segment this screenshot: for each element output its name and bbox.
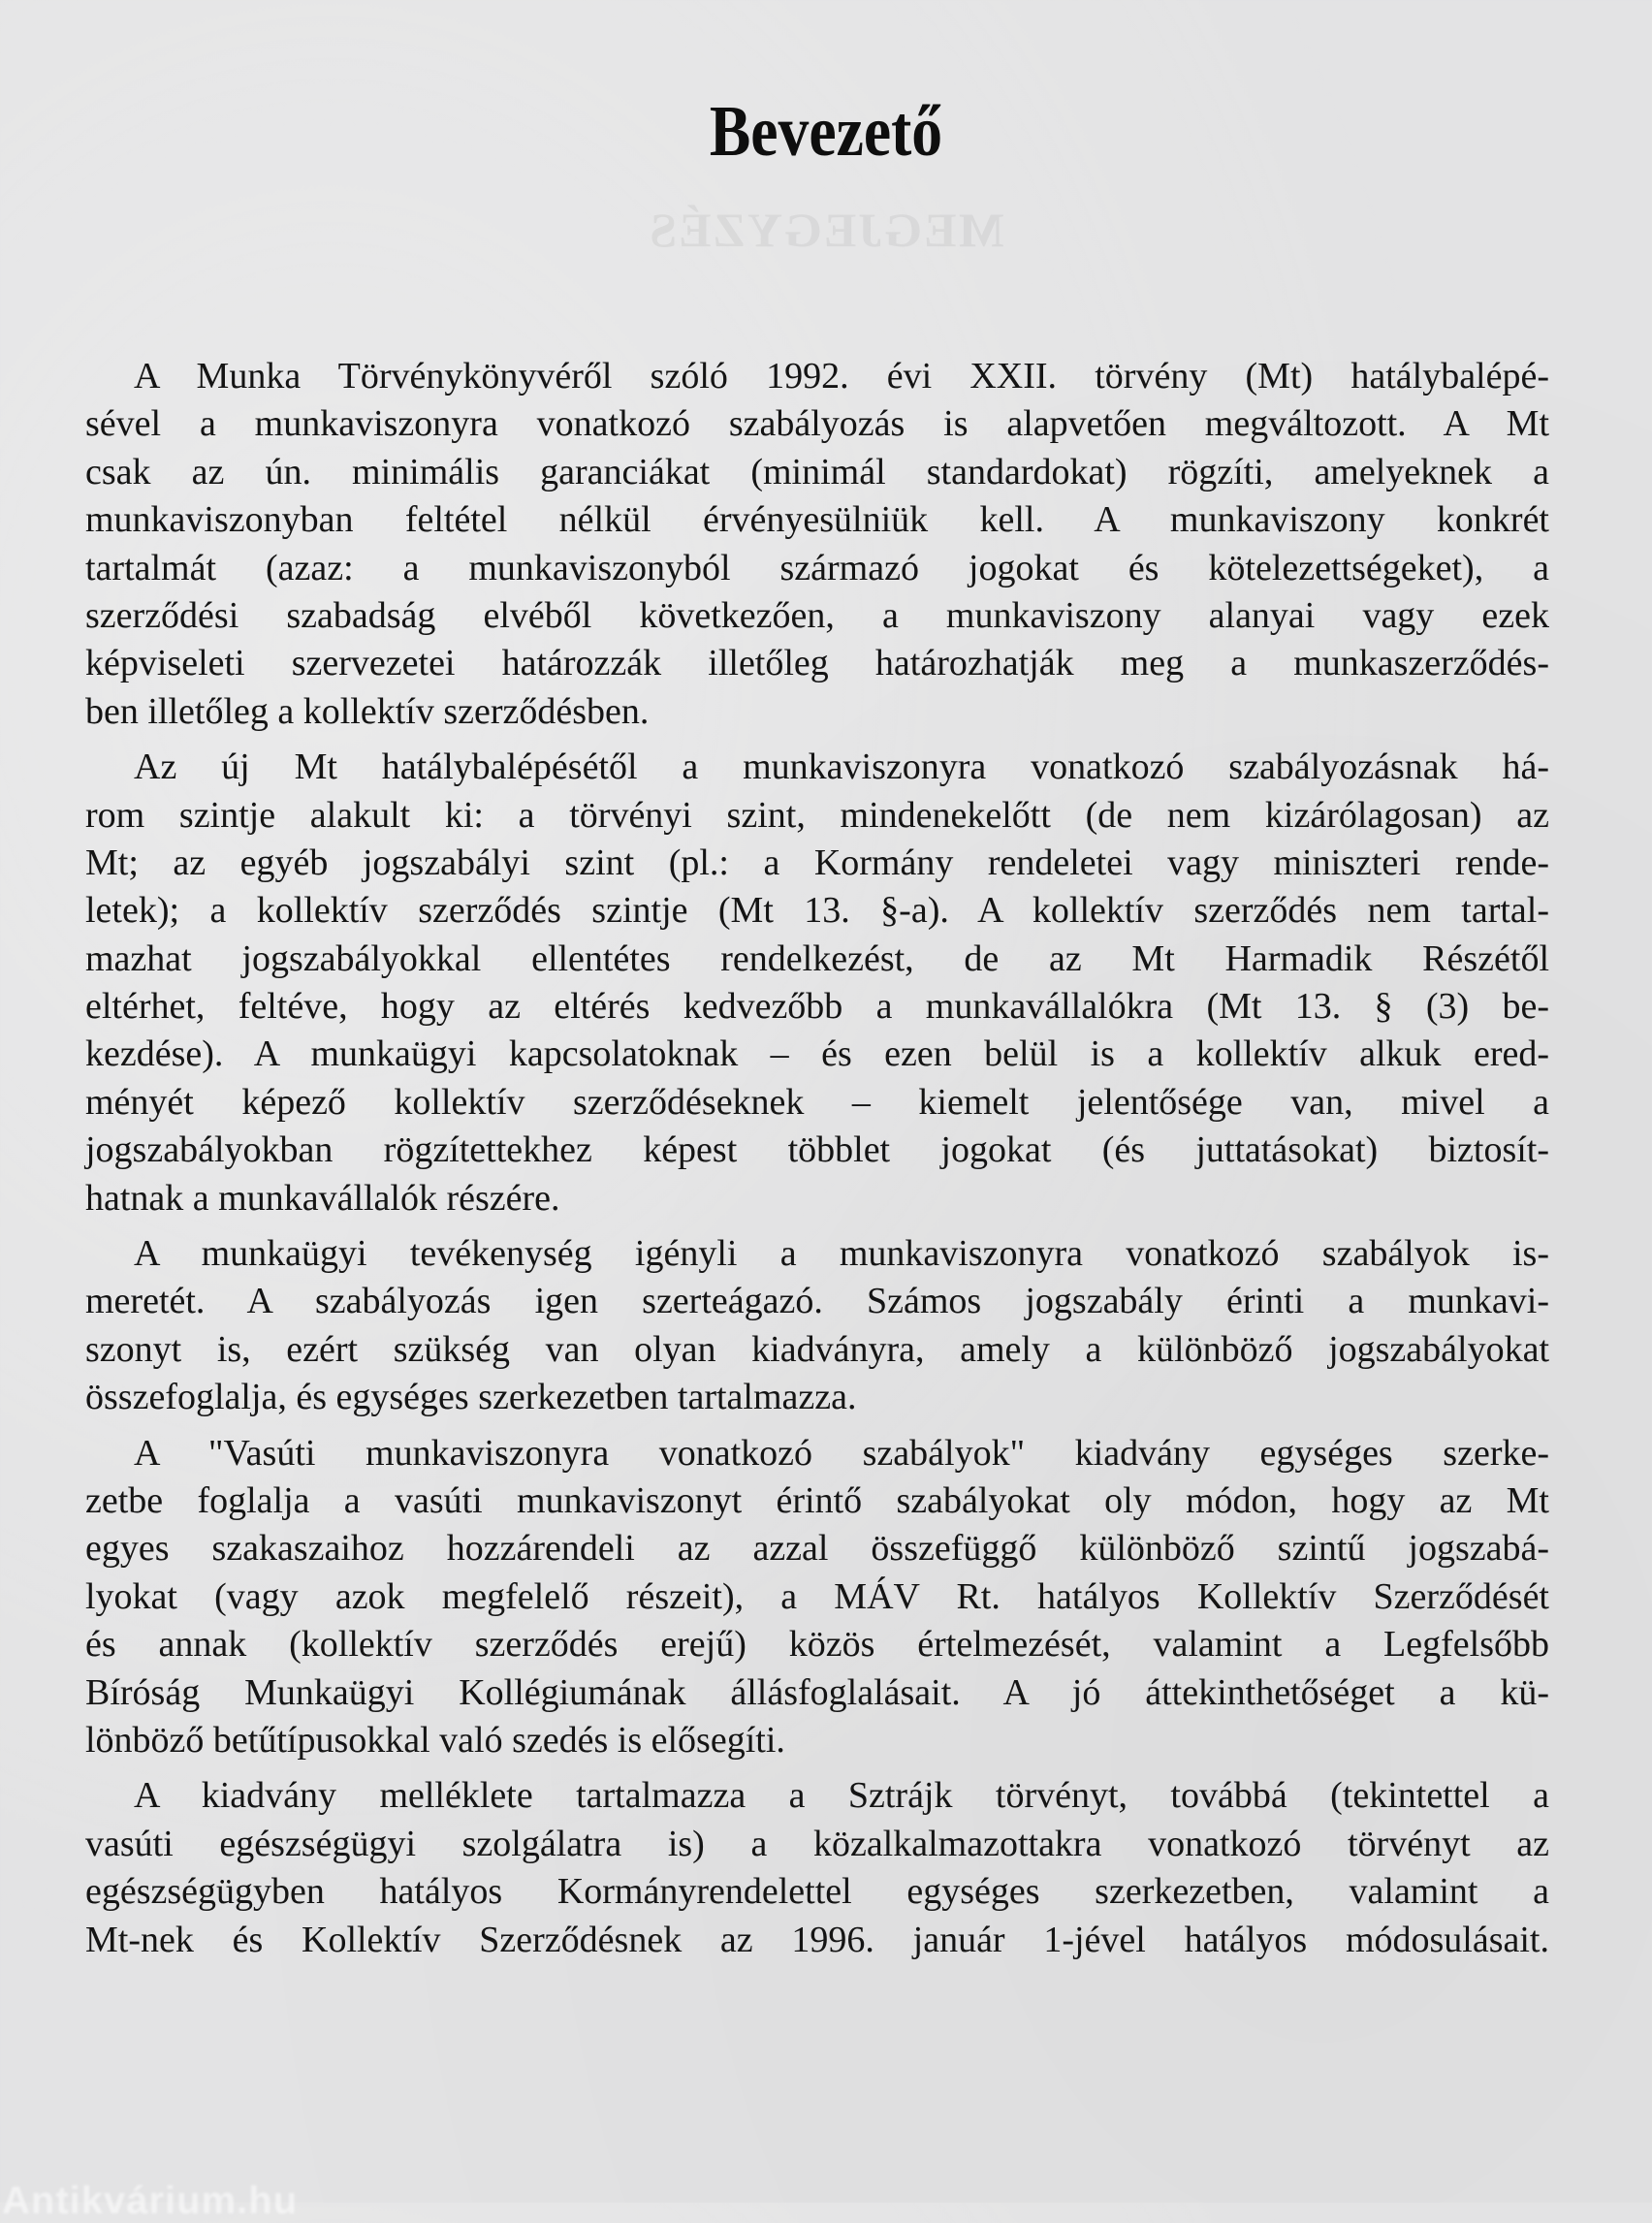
watermark: Antikvárium.hu bbox=[2, 2179, 299, 2222]
page-title: Bevezető bbox=[709, 91, 943, 172]
text-line: tartalmát (azaz: a munkaviszonyból származó jogokat és kötelezettségeket), a bbox=[85, 547, 1549, 588]
text-line: Mt-nek és Kollektív Szerződésnek az 1996. január 1-jével hatályos módosulásait. bbox=[85, 1919, 1549, 1960]
text-line: szerződési szabadság elvéből következően, a munkaviszony alanyai vagy ezek bbox=[85, 594, 1549, 636]
text-line: munkaviszonyban feltétel nélkül érvényesülniük kell. A munkaviszony konkrét bbox=[85, 499, 1549, 541]
text-line: meretét. A szabályozás igen szerteágazó. Számos jogszabály érinti a munkavi- bbox=[85, 1281, 1549, 1322]
text-line: Mt; az egyéb jogszabályi szint (pl.: a Kormány rendeletei vagy miniszteri rende- bbox=[85, 842, 1549, 883]
text-line: hatnak a munkavállalók részére. bbox=[85, 1177, 560, 1219]
paragraph-1 bbox=[85, 353, 1549, 736]
text-line: A Munka Törvénykönyvéről szóló 1992. évi XXII. törvény (Mt) hatálybalépé- bbox=[134, 356, 1549, 397]
paragraph-4 bbox=[85, 1430, 1549, 1765]
text-line: rom szintje alakult ki: a törvényi szint, mindenekelőtt (de nem kizárólagosan) az bbox=[85, 794, 1549, 836]
paragraph-5 bbox=[85, 1772, 1549, 1964]
paragraph-2 bbox=[85, 744, 1549, 1223]
text-line: zetbe foglalja a vasúti munkaviszonyt érintő szabályokat oly módon, hogy az Mt bbox=[85, 1479, 1549, 1521]
text-line: és annak (kollektív szerződés erejű) közös értelmezését, valamint a Legfelsőbb bbox=[85, 1624, 1549, 1666]
text-line: A kiadvány melléklete tartalmazza a Sztrájk törvényt, továbbá (tekintettel a bbox=[134, 1775, 1549, 1817]
text-line: ményét képező kollektív szerződéseknek – kiemelt jelentősége van, mivel a bbox=[85, 1081, 1549, 1123]
text-line: Bíróság Munkaügyi Kollégiumának állásfoglalásait. A jó áttekinthetőséget a kü- bbox=[85, 1671, 1549, 1713]
text-line: sével a munkaviszonyra vonatkozó szabályozás is alapvetően megváltozott. A Mt bbox=[85, 403, 1549, 445]
paragraph-3 bbox=[85, 1230, 1549, 1422]
text-line: szonyt is, ezért szükség van olyan kiadványra, amely a különböző jogszabályokat bbox=[85, 1328, 1549, 1370]
text-line: lyokat (vagy azok megfelelő részeit), a MÁV Rt. hatályos Kollektív Szerződését bbox=[85, 1575, 1549, 1617]
text-line: egészségügyben hatályos Kormányrendelettel egységes szerkezetben, valamint a bbox=[85, 1871, 1549, 1913]
text-line: egyes szakaszaihoz hozzárendeli az azzal összefüggő különböző szintű jogszabá- bbox=[85, 1528, 1549, 1570]
text-line: ben illetőleg a kollektív szerződésben. bbox=[85, 690, 650, 732]
text-line: Az új Mt hatálybalépésétől a munkaviszonyra vonatkozó szabályozásnak há- bbox=[134, 746, 1549, 788]
bleed-through-heading: MEGJEGYZÉS bbox=[648, 203, 1004, 257]
text-line: összefoglalja, és egységes szerkezetben tartalmazza. bbox=[85, 1377, 857, 1418]
text-line: eltérhet, feltéve, hogy az eltérés kedvezőbb a munkavállalókra (Mt 13. § (3) be- bbox=[85, 986, 1549, 1028]
body-text bbox=[85, 353, 1549, 1972]
text-line: képviseleti szervezetei határozzák illetőleg határozhatják meg a munkaszerződés- bbox=[85, 643, 1549, 684]
text-line: A "Vasúti munkaviszonyra vonatkozó szabályok" kiadvány egységes szerke- bbox=[134, 1432, 1549, 1474]
text-line: vasúti egészségügyi szolgálatra is) a közalkalmazottakra vonatkozó törvényt az bbox=[85, 1823, 1549, 1864]
text-line: lönböző betűtípusokkal való szedés is elősegíti. bbox=[85, 1719, 785, 1761]
text-line: A munkaügyi tevékenység igényli a munkaviszonyra vonatkozó szabályok is- bbox=[134, 1233, 1549, 1275]
text-line: csak az ún. minimális garanciákat (minimál standardokat) rögzíti, amelyeknek a bbox=[85, 451, 1549, 492]
text-line: jogszabályokban rögzítettekhez képest többlet jogokat (és juttatásokat) biztosít- bbox=[85, 1129, 1549, 1171]
text-line: letek); a kollektív szerződés szintje (Mt 13. §-a). A kollektív szerződés nem tartal- bbox=[85, 890, 1549, 932]
text-line: mazhat jogszabályokkal ellentétes rendelkezést, de az Mt Harmadik Részétől bbox=[85, 937, 1549, 979]
text-line: kezdése). A munkaügyi kapcsolatoknak – és ezen belül is a kollektív alkuk ered- bbox=[85, 1033, 1549, 1075]
